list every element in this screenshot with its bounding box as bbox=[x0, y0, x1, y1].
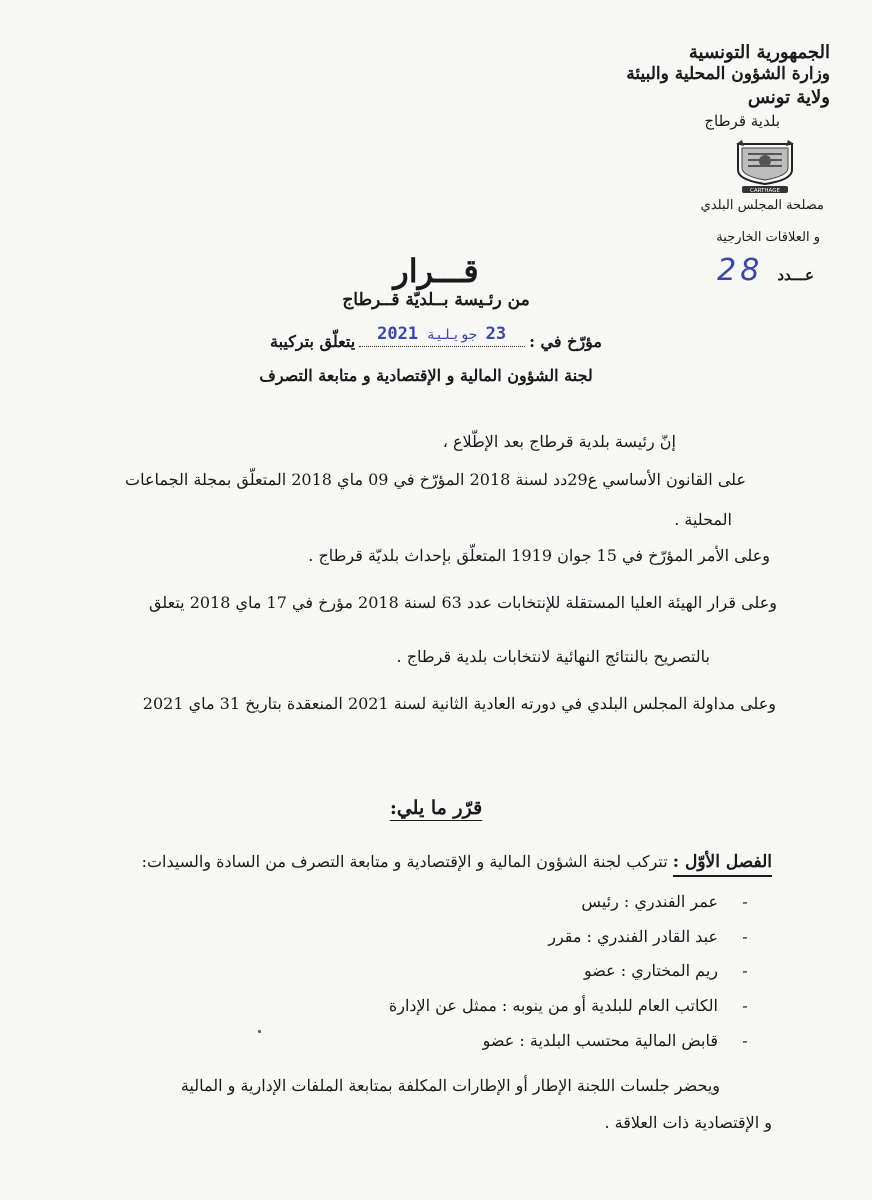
decree-subtitle: من رئـيسة بــلديّة قــرطاج bbox=[342, 290, 530, 310]
para3-line2: بالتصريح بالنتائج النهائية لانتخابات بلدية قرطاج . bbox=[396, 647, 710, 666]
closing-line2: و الإقتصادية ذات العلاقة . bbox=[604, 1113, 772, 1132]
subject-line1: يتعلّق بتركيبة bbox=[270, 332, 356, 351]
list-item bbox=[389, 953, 772, 988]
para2: وعلى الأمر المؤرّخ في 15 جوان 1919 المتعلّق بإحداث بلديّة قرطاج . bbox=[308, 546, 770, 565]
carthage-emblem-icon bbox=[734, 140, 796, 194]
number-label: عـــدد bbox=[777, 266, 814, 284]
list-item bbox=[389, 919, 772, 954]
para1-line2: المحلية . bbox=[674, 510, 732, 529]
list-dash: - bbox=[742, 1030, 748, 1050]
intro-text: إنّ رئيسة بلدية قرطاج بعد الإطّلاع ، bbox=[442, 432, 676, 451]
dated-label: مؤرّخ في : bbox=[529, 332, 602, 351]
date-stamp-year: 2021 bbox=[377, 324, 419, 344]
member-text: قابض المالية محتسب البلدية : عضو bbox=[482, 1030, 718, 1050]
article1-text: تتركب لجنة الشؤون المالية و الإقتصادية و متابعة التصرف من السادة والسيدات: bbox=[141, 852, 668, 871]
para3-line1: وعلى قرار الهيئة العليا المستقلة للإنتخابات عدد 63 لسنة 2018 مؤرخ في 17 ماي 2018 يتعلق bbox=[148, 593, 777, 612]
list-dash: - bbox=[742, 926, 748, 946]
article1-label: الفصل الأوّل : bbox=[673, 852, 772, 877]
list-item bbox=[389, 1023, 772, 1058]
list-dash: - bbox=[742, 995, 748, 1015]
emblem-caption: CARTHAGE bbox=[750, 188, 780, 194]
list-dash: - bbox=[742, 961, 748, 981]
date-line bbox=[270, 324, 602, 351]
para1-line1: على القانون الأساسي ع29دد لسنة 2018 المؤرّخ في 09 ماي 2018 المتعلّق بمجلة الجماعات bbox=[125, 470, 746, 489]
member-text: عمر الفندري : رئيس bbox=[581, 891, 718, 911]
ink-speck bbox=[258, 1030, 261, 1033]
decided-heading bbox=[0, 797, 872, 819]
subject-line2: لجنة الشؤون المالية و الإقتصادية و متابعة التصرف bbox=[259, 366, 593, 385]
date-stamp-month: جويلية bbox=[426, 327, 478, 343]
header-republic: الجمهورية التونسية bbox=[688, 42, 830, 63]
list-dash: - bbox=[742, 891, 748, 911]
member-text: ريم المختاري : عضو bbox=[583, 961, 718, 981]
header-governorate: ولاية تونس bbox=[747, 87, 830, 108]
date-dotted-field bbox=[359, 324, 525, 347]
decree-title: قـــرار bbox=[393, 252, 479, 290]
para4: وعلى مداولة المجلس البلدي في دورته العادية الثانية لسنة 2021 المنعقدة بتاريخ 31 ماي 2021 bbox=[142, 694, 776, 713]
list-item bbox=[389, 884, 772, 919]
member-text: الكاتب العام للبلدية أو من ينوبه : ممثل عن الإدارة bbox=[388, 995, 718, 1015]
list-item bbox=[389, 988, 772, 1023]
service-name-line2: و العلاقات الخارجية bbox=[716, 230, 820, 245]
date-stamp-day: 23 bbox=[485, 324, 507, 344]
decided-text: قرّر ما يلي: bbox=[389, 797, 483, 819]
number-value: 28 bbox=[717, 253, 764, 288]
members-list bbox=[389, 884, 772, 1057]
closing-line1: ويحضر جلسات اللجنة الإطار أو الإطارات المكلفة بمتابعة الملفات الإدارية و المالية bbox=[180, 1076, 720, 1095]
member-text: عبد القادر الفندري : مقرر bbox=[548, 926, 718, 946]
service-name: مصلحة المجلس البلدي bbox=[700, 198, 824, 213]
article1 bbox=[142, 852, 772, 872]
header-ministry: وزارة الشؤون المحلية والبيئة bbox=[626, 64, 830, 84]
date-stamp bbox=[377, 324, 506, 344]
header-municipality: بلدية قرطاج bbox=[704, 112, 780, 130]
